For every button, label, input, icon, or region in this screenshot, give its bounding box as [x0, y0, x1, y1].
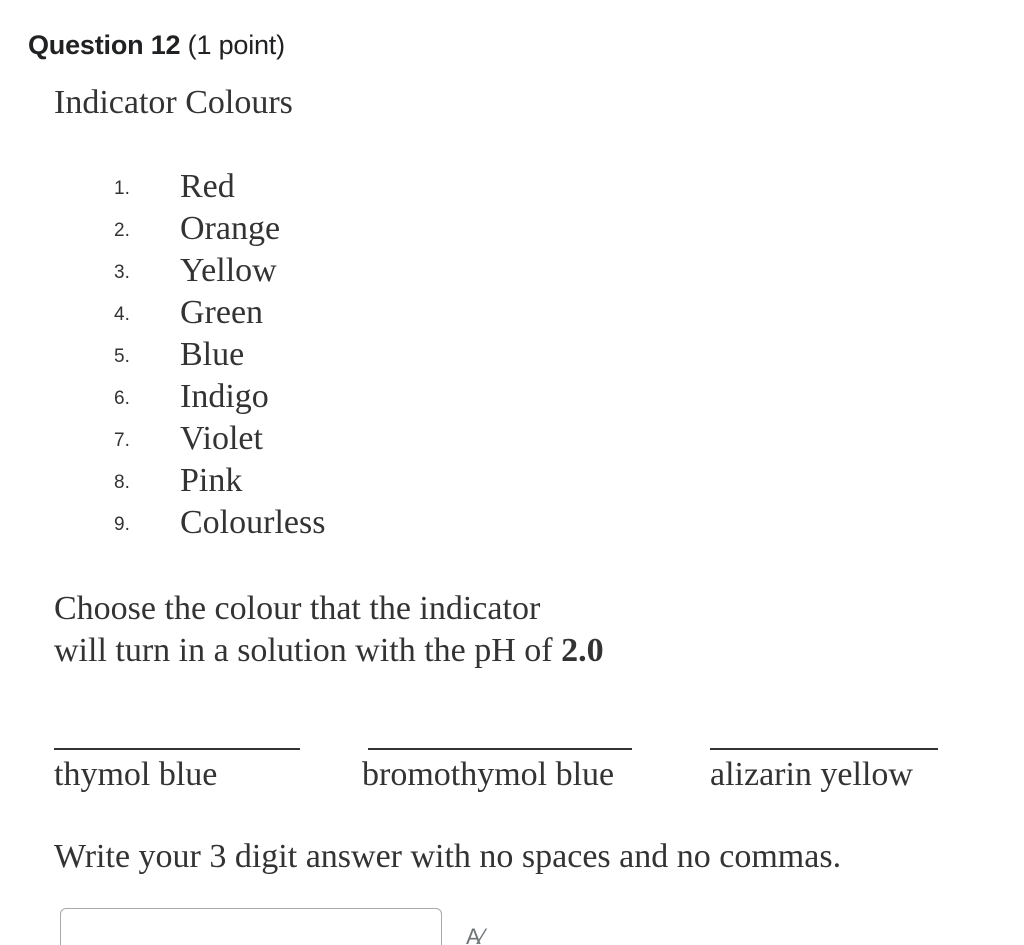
list-number: 2.	[114, 220, 130, 241]
answer-blank-line	[54, 748, 300, 750]
list-number: 3.	[114, 262, 130, 283]
question-title: Indicator Colours	[54, 84, 293, 121]
list-number: 5.	[114, 346, 130, 367]
spellcheck-icon[interactable]: A⁄	[466, 924, 485, 945]
colour-name: Violet	[180, 420, 263, 457]
list-number: 1.	[114, 178, 130, 199]
indicator-label: alizarin yellow	[710, 756, 913, 793]
list-number: 7.	[114, 430, 130, 451]
indicator-label: thymol blue	[54, 756, 218, 793]
question-number: Question 12	[28, 30, 181, 60]
colour-name: Colourless	[180, 504, 326, 541]
prompt-line-1: Choose the colour that the indicator	[54, 590, 541, 627]
answer-blank-line	[710, 748, 938, 750]
question-points: (1 point)	[187, 30, 285, 60]
colour-name: Indigo	[180, 378, 269, 415]
colour-name: Pink	[180, 462, 243, 499]
colour-name: Blue	[180, 336, 245, 373]
indicator-label: bromothymol blue	[362, 756, 615, 793]
question-prompt	[54, 588, 604, 672]
question-header	[28, 30, 285, 61]
answer-input[interactable]	[60, 908, 442, 945]
list-number: 8.	[114, 472, 130, 493]
list-number: 4.	[114, 304, 130, 325]
colour-name: Green	[180, 294, 264, 331]
list-number: 6.	[114, 388, 130, 409]
prompt-line-2	[54, 630, 604, 672]
answer-instruction: Write your 3 digit answer with no spaces and no commas.	[54, 838, 842, 875]
prompt-line-2-text: will turn in a solution with the pH of	[54, 632, 553, 669]
colour-name: Red	[180, 168, 235, 205]
colour-name: Yellow	[180, 252, 277, 289]
list-number: 9.	[114, 514, 130, 535]
answer-blank-line	[368, 748, 632, 750]
ph-value: 2.0	[561, 632, 604, 669]
colour-name: Orange	[180, 210, 281, 247]
